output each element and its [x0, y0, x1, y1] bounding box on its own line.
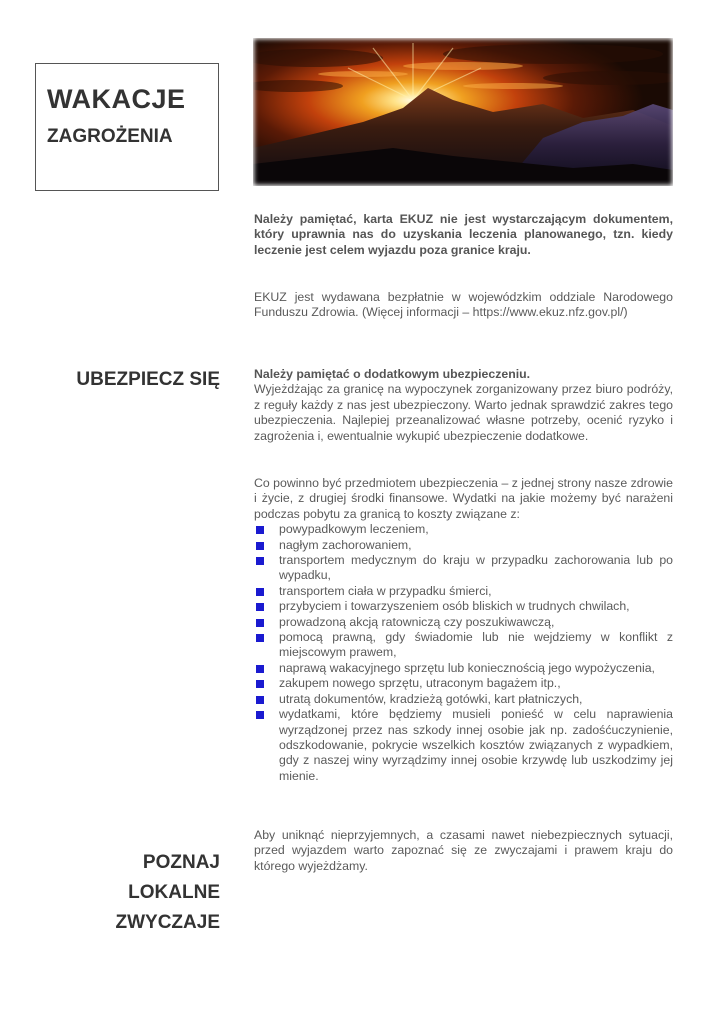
list-item [254, 599, 673, 614]
square-bullet-icon [256, 680, 264, 688]
square-bullet-icon [256, 619, 264, 627]
local-heading-line-2: LOKALNE [128, 882, 220, 903]
list-item [254, 538, 673, 553]
local-customs-heading [116, 848, 221, 938]
ekuz-text-1: Należy pamiętać, karta EKUZ nie jest wystarczającym dokumentem, który uprawnia nas do uzyskania leczenia planowanego, tzn. kiedy leczenie jest celem wyjazdu poza granice kraju. [254, 212, 673, 257]
insurance-intro [254, 367, 673, 444]
local-heading-line-1: POZNAJ [142, 852, 220, 873]
page-subtitle: ZAGROŻENIA [47, 126, 173, 147]
list-item-text: transportem ciała w przypadku śmierci, [279, 583, 492, 598]
square-bullet-icon [256, 603, 264, 611]
list-item-text: przybyciem i towarzyszeniem osób bliskich w trudnych chwilach, [279, 599, 630, 614]
mountain-sunset-photo [253, 38, 673, 186]
list-item [254, 522, 673, 537]
insurance-costs [254, 476, 673, 784]
list-item-text: nagłym zachorowaniem, [279, 537, 412, 552]
square-bullet-icon [256, 696, 264, 704]
list-item-text: naprawą wakacyjnego sprzętu lub koniecznością jego wypożyczenia, [279, 660, 655, 675]
costs-list [254, 522, 673, 784]
square-bullet-icon [256, 526, 264, 534]
list-item [254, 707, 673, 784]
list-item-text: transportem medycznym do kraju w przypadku zachorowania lub po wypadku, [279, 553, 673, 583]
list-item [254, 661, 673, 676]
list-item [254, 630, 673, 661]
list-item-text: zakupem nowego sprzętu, utraconym bagażem itp., [279, 676, 561, 691]
local-text-1: Aby uniknąć nieprzyjemnych, a czasami nawet niebezpiecznych sytuacji, przed wyjazdem warto zapoznać się ze zwyczajami i prawem kraju do którego wyjeżdżamy. [254, 828, 673, 873]
list-item-text: wydatkami, które będziemy musieli ponieść w celu naprawienia wyrządzonej przez nas szkody innej osobie jak np. zadośćuczynienie, odszkodowanie, pokrycie wszelkich kosztów związanych z wypadkiem, gdy z naszej winy wyrządzimy innej osobie krzywdę lub uszkodzimy jej mienie. [279, 707, 673, 783]
list-item-text: powypadkowym leczeniem, [279, 522, 429, 537]
ekuz-paragraph [254, 290, 673, 321]
list-item-text: prowadzoną akcją ratowniczą czy poszukiwawczą, [279, 614, 555, 629]
list-item [254, 692, 673, 707]
list-item [254, 553, 673, 584]
square-bullet-icon [256, 588, 264, 596]
ekuz-text-2: EKUZ jest wydawana bezpłatnie w wojewódzkim oddziale Narodowego Funduszu Zdrowia. (Więcej informacji – https://www.ekuz.nfz.gov.pl/) [254, 290, 673, 320]
ekuz-paragraph-bold [254, 212, 673, 258]
insurance-heading: UBEZPIECZ SIĘ [76, 369, 220, 390]
local-heading-line-3: ZWYCZAJE [115, 912, 220, 933]
list-item-text: utratą dokumentów, kradzieżą gotówki, kart płatniczych, [279, 691, 583, 706]
insurance-text-2: Co powinno być przedmiotem ubezpieczenia – z jednej strony nasze zdrowie i życie, z drugiej środki finansowe. Wydatki na jakie możemy być narażeni podczas pobytu za granicą to koszty związane z: [254, 476, 674, 521]
list-item [254, 584, 673, 599]
list-item [254, 615, 673, 630]
insurance-text-1: Wyjeżdżając za granicę na wypoczynek zorganizowany przez biuro podróży, z reguły każdy z nas jest ubezpieczony. Warto jednak sprawdzić zakres tego ubezpieczenia. Najlepiej przeanalizować własne potrzeby, ocenić ryzyko i zagrożenia i, ewentualnie wykupić ubezpieczenie dodatkowe. [254, 382, 673, 443]
list-item [254, 676, 673, 691]
square-bullet-icon [256, 557, 264, 565]
square-bullet-icon [256, 711, 264, 719]
local-customs-paragraph [254, 828, 673, 874]
square-bullet-icon [256, 665, 264, 673]
square-bullet-icon [256, 542, 264, 550]
page-title: WAKACJE [47, 84, 186, 114]
square-bullet-icon [256, 634, 264, 642]
list-item-text: pomocą prawną, gdy świadomie lub nie wejdziemy w konflikt z miejscowym prawem, [279, 630, 673, 660]
title-box [35, 63, 219, 191]
insurance-lead: Należy pamiętać o dodatkowym ubezpieczeniu. [254, 367, 531, 381]
